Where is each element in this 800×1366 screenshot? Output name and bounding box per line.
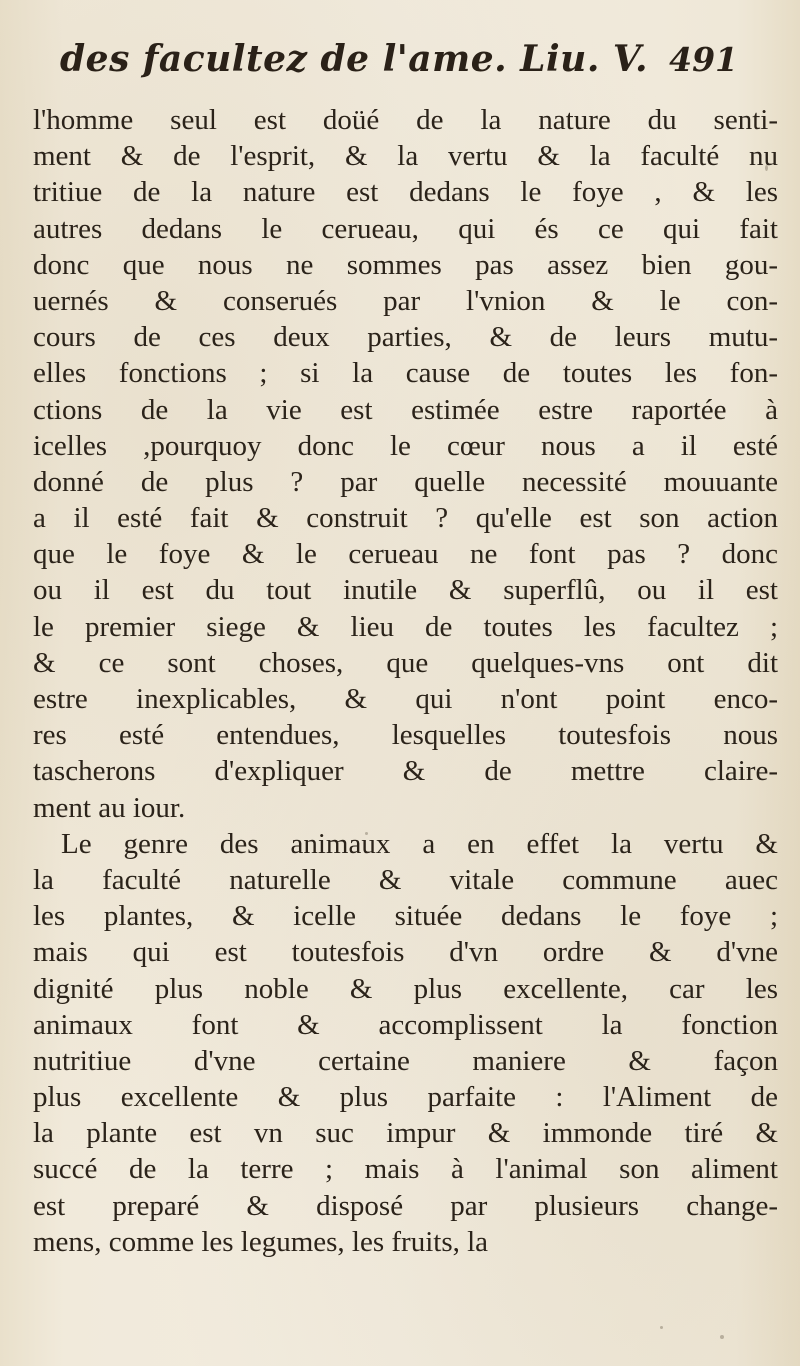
running-head: des facultez de l'ame. Liu. V. (60, 38, 649, 80)
text-line: donné de plus ? par quelle necessité mouuante (33, 465, 778, 498)
paper-speck (742, 268, 744, 273)
body-text (33, 102, 778, 1260)
page-header (60, 38, 760, 98)
page-number: 491 (669, 40, 738, 79)
text-line: la plante est vn suc impur & immonde tiré & (33, 1117, 778, 1150)
text-line: animaux font & accomplissent la fonction (33, 1008, 778, 1041)
text-line: tritiue de la nature est dedans le foye , & les (33, 176, 778, 209)
text-line: res esté entendues, lesquelles toutesfois nous (33, 719, 778, 752)
paper-speck (365, 832, 368, 835)
paper-speck (765, 165, 768, 171)
text-line: & ce sont choses, que quelques-vns ont dit (33, 646, 778, 679)
text-line: le premier siege & lieu de toutes les facultez ; (33, 610, 778, 643)
text-line: succé de la terre ; mais à l'animal son aliment (33, 1153, 778, 1186)
text-line: uernés & conserués par l'vnion & le con- (33, 284, 778, 317)
text-line: dignité plus noble & plus excellente, car les (33, 972, 778, 1005)
text-line: estre inexplicables, & qui n'ont point enco- (33, 683, 778, 715)
text-line: est preparé & disposé par plusieurs change- (33, 1189, 778, 1222)
text-line: elles fonctions ; si la cause de toutes les fon- (33, 357, 778, 390)
paragraph-start-line: Le genre des animaux a en effet la vertu & (61, 827, 778, 860)
text-line: ctions de la vie est estimée estre raportée à (33, 393, 778, 426)
paper-speck (720, 1335, 724, 1339)
text-line: a il esté fait & construit ? qu'elle est son action (33, 502, 778, 535)
text-line: mens, comme les legumes, les fruits, la (33, 1225, 489, 1258)
text-line: la faculté naturelle & vitale commune auec (33, 863, 778, 896)
text-line: l'homme seul est doüé de la nature du senti- (33, 104, 778, 136)
paragraph-end-line: ment au iour. (33, 791, 186, 824)
text-line: mais qui est toutesfois d'vn ordre & d'vne (33, 936, 778, 969)
text-line: nutritiue d'vne certaine maniere & façon (33, 1044, 778, 1077)
text-line: ment & de l'esprit, & la vertu & la faculté nu (33, 140, 778, 173)
text-line: cours de ces deux parties, & de leurs mutu- (33, 321, 778, 354)
text-line: icelles ,pourquoy donc le cœur nous a il esté (33, 429, 778, 462)
text-line: donc que nous ne sommes pas assez bien gou- (33, 248, 778, 281)
text-line: plus excellente & plus parfaite : l'Aliment de (33, 1081, 778, 1114)
text-line: les plantes, & icelle située dedans le foye ; (33, 900, 778, 933)
text-line: autres dedans le cerueau, qui és ce qui fait (33, 212, 778, 245)
paper-speck (660, 1326, 663, 1329)
text-line: ou il est du tout inutile & superflû, ou il est (33, 574, 778, 607)
text-line: que le foye & le cerueau ne font pas ? donc (33, 538, 778, 571)
text-line: tascherons d'expliquer & de mettre claire- (33, 755, 778, 788)
